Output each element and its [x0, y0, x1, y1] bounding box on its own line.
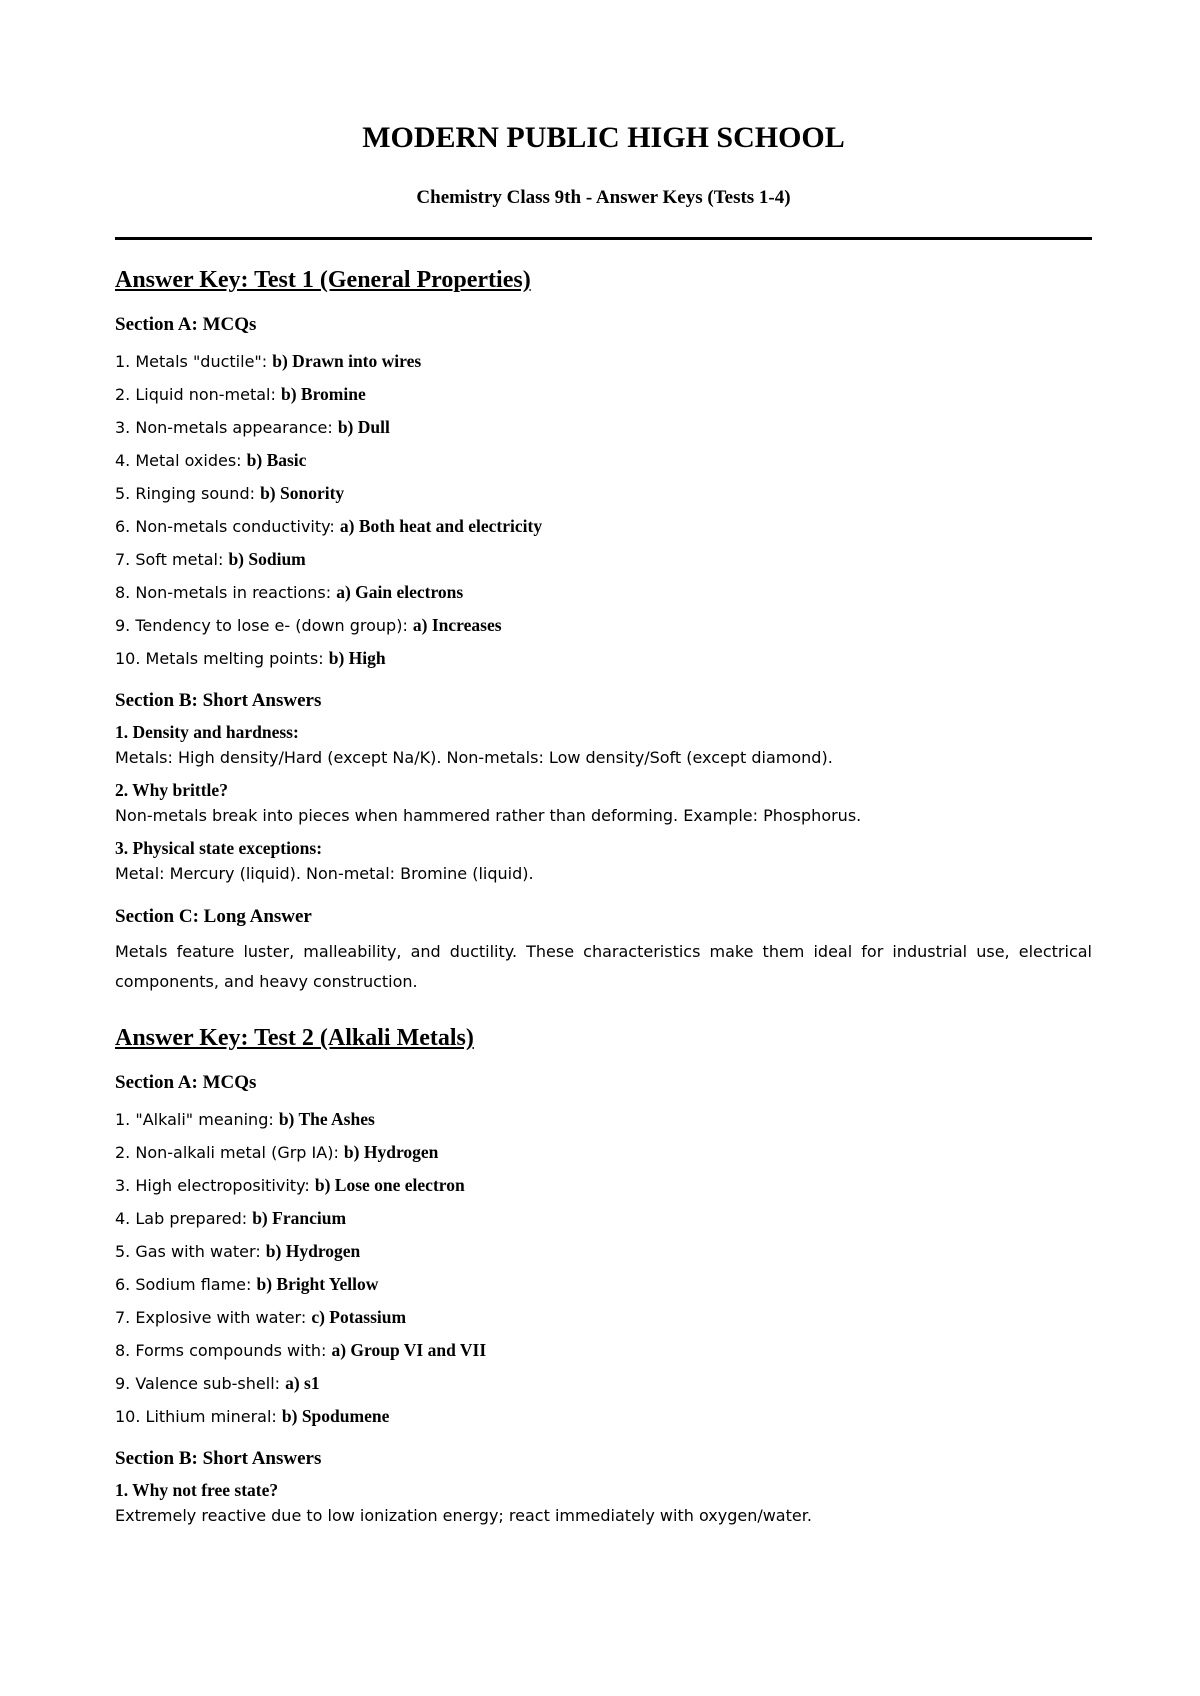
mcq-answer: b) Sodium [228, 549, 306, 569]
mcq-answer: b) Francium [252, 1208, 347, 1228]
mcq-answer: a) s1 [285, 1373, 320, 1393]
mcq-item: 3. Non-metals appearance: b) Dull [115, 417, 390, 437]
test1-long-answer: Metals feature luster, malleability, and ductility. These characteristics make them ideal for industrial use, electrical components, and heavy construction. [115, 942, 1092, 991]
mcq-answer: b) Bright Yellow [256, 1274, 379, 1294]
test2-heading: Answer Key: Test 2 (Alkali Metals) [115, 1025, 474, 1051]
mcq-answer: a) Gain electrons [336, 582, 464, 602]
header-divider [115, 237, 1092, 240]
short-answer-text: Non-metals break into pieces when hammered rather than deforming. Example: Phosphorus. [115, 806, 862, 825]
mcq-item: 8. Non-metals in reactions: a) Gain electrons [115, 582, 464, 602]
test1-short-answers [115, 719, 1092, 887]
mcq-answer: c) Potassium [311, 1307, 407, 1327]
mcq-item: 10. Metals melting points: b) High [115, 648, 386, 668]
test2-section-a-heading: Section A: MCQs [115, 1072, 257, 1093]
mcq-answer: b) Sonority [260, 483, 345, 503]
test1-section-b-heading: Section B: Short Answers [115, 690, 322, 711]
mcq-answer: b) High [328, 648, 386, 668]
test1-mcq-list [115, 345, 1092, 675]
test1-section-c-heading: Section C: Long Answer [115, 906, 312, 927]
short-answer-question: 1. Why not free state? [115, 1480, 279, 1500]
mcq-answer: b) Basic [246, 450, 307, 470]
mcq-answer: a) Group VI and VII [331, 1340, 487, 1360]
mcq-item: 4. Metal oxides: b) Basic [115, 450, 307, 470]
mcq-answer: b) The Ashes [278, 1109, 375, 1129]
short-answer-text: Metal: Mercury (liquid). Non-metal: Bromine (liquid). [115, 864, 534, 883]
mcq-answer: a) Increases [412, 615, 502, 635]
test1-heading: Answer Key: Test 1 (General Properties) [115, 267, 531, 293]
test2-mcq-list [115, 1103, 1092, 1433]
mcq-item: 4. Lab prepared: b) Francium [115, 1208, 347, 1228]
mcq-answer: b) Spodumene [281, 1406, 390, 1426]
mcq-item: 10. Lithium mineral: b) Spodumene [115, 1406, 390, 1426]
short-answer-text: Extremely reactive due to low ionization energy; react immediately with oxygen/water. [115, 1506, 812, 1525]
mcq-answer: b) Dull [337, 417, 390, 437]
mcq-answer: b) Hydrogen [343, 1142, 439, 1162]
mcq-item: 9. Valence sub-shell: a) s1 [115, 1373, 320, 1393]
short-answer-question: 2. Why brittle? [115, 780, 228, 800]
mcq-answer: b) Lose one electron [314, 1175, 465, 1195]
mcq-answer: b) Bromine [280, 384, 366, 404]
mcq-item: 9. Tendency to lose e- (down group): a) Increases [115, 615, 502, 635]
mcq-item: 1. Metals "ductile": b) Drawn into wires [115, 351, 422, 371]
mcq-item: 5. Gas with water: b) Hydrogen [115, 1241, 361, 1261]
mcq-answer: b) Drawn into wires [272, 351, 422, 371]
short-answer-text: Metals: High density/Hard (except Na/K). Non-metals: Low density/Soft (except diamond). [115, 748, 833, 767]
school-title: MODERN PUBLIC HIGH SCHOOL [362, 121, 845, 154]
test2-short-answers [115, 1477, 1092, 1529]
mcq-item: 5. Ringing sound: b) Sonority [115, 483, 345, 503]
mcq-item: 8. Forms compounds with: a) Group VI and VII [115, 1340, 487, 1360]
mcq-item: 1. "Alkali" meaning: b) The Ashes [115, 1109, 375, 1129]
mcq-item: 7. Explosive with water: c) Potassium [115, 1307, 407, 1327]
mcq-answer: a) Both heat and electricity [339, 516, 543, 536]
mcq-item: 2. Liquid non-metal: b) Bromine [115, 384, 366, 404]
mcq-item: 7. Soft metal: b) Sodium [115, 549, 306, 569]
short-answer-question: 1. Density and hardness: [115, 722, 299, 742]
short-answer-question: 3. Physical state exceptions: [115, 838, 323, 858]
mcq-item: 3. High electropositivity: b) Lose one electron [115, 1175, 465, 1195]
test2-section-b-heading: Section B: Short Answers [115, 1448, 322, 1469]
document-subtitle: Chemistry Class 9th - Answer Keys (Tests 1-4) [416, 187, 791, 208]
test1-section-a-heading: Section A: MCQs [115, 314, 257, 335]
mcq-item: 2. Non-alkali metal (Grp IA): b) Hydrogen [115, 1142, 439, 1162]
mcq-answer: b) Hydrogen [265, 1241, 361, 1261]
mcq-item: 6. Sodium flame: b) Bright Yellow [115, 1274, 379, 1294]
mcq-item: 6. Non-metals conductivity: a) Both heat and electricity [115, 516, 543, 536]
